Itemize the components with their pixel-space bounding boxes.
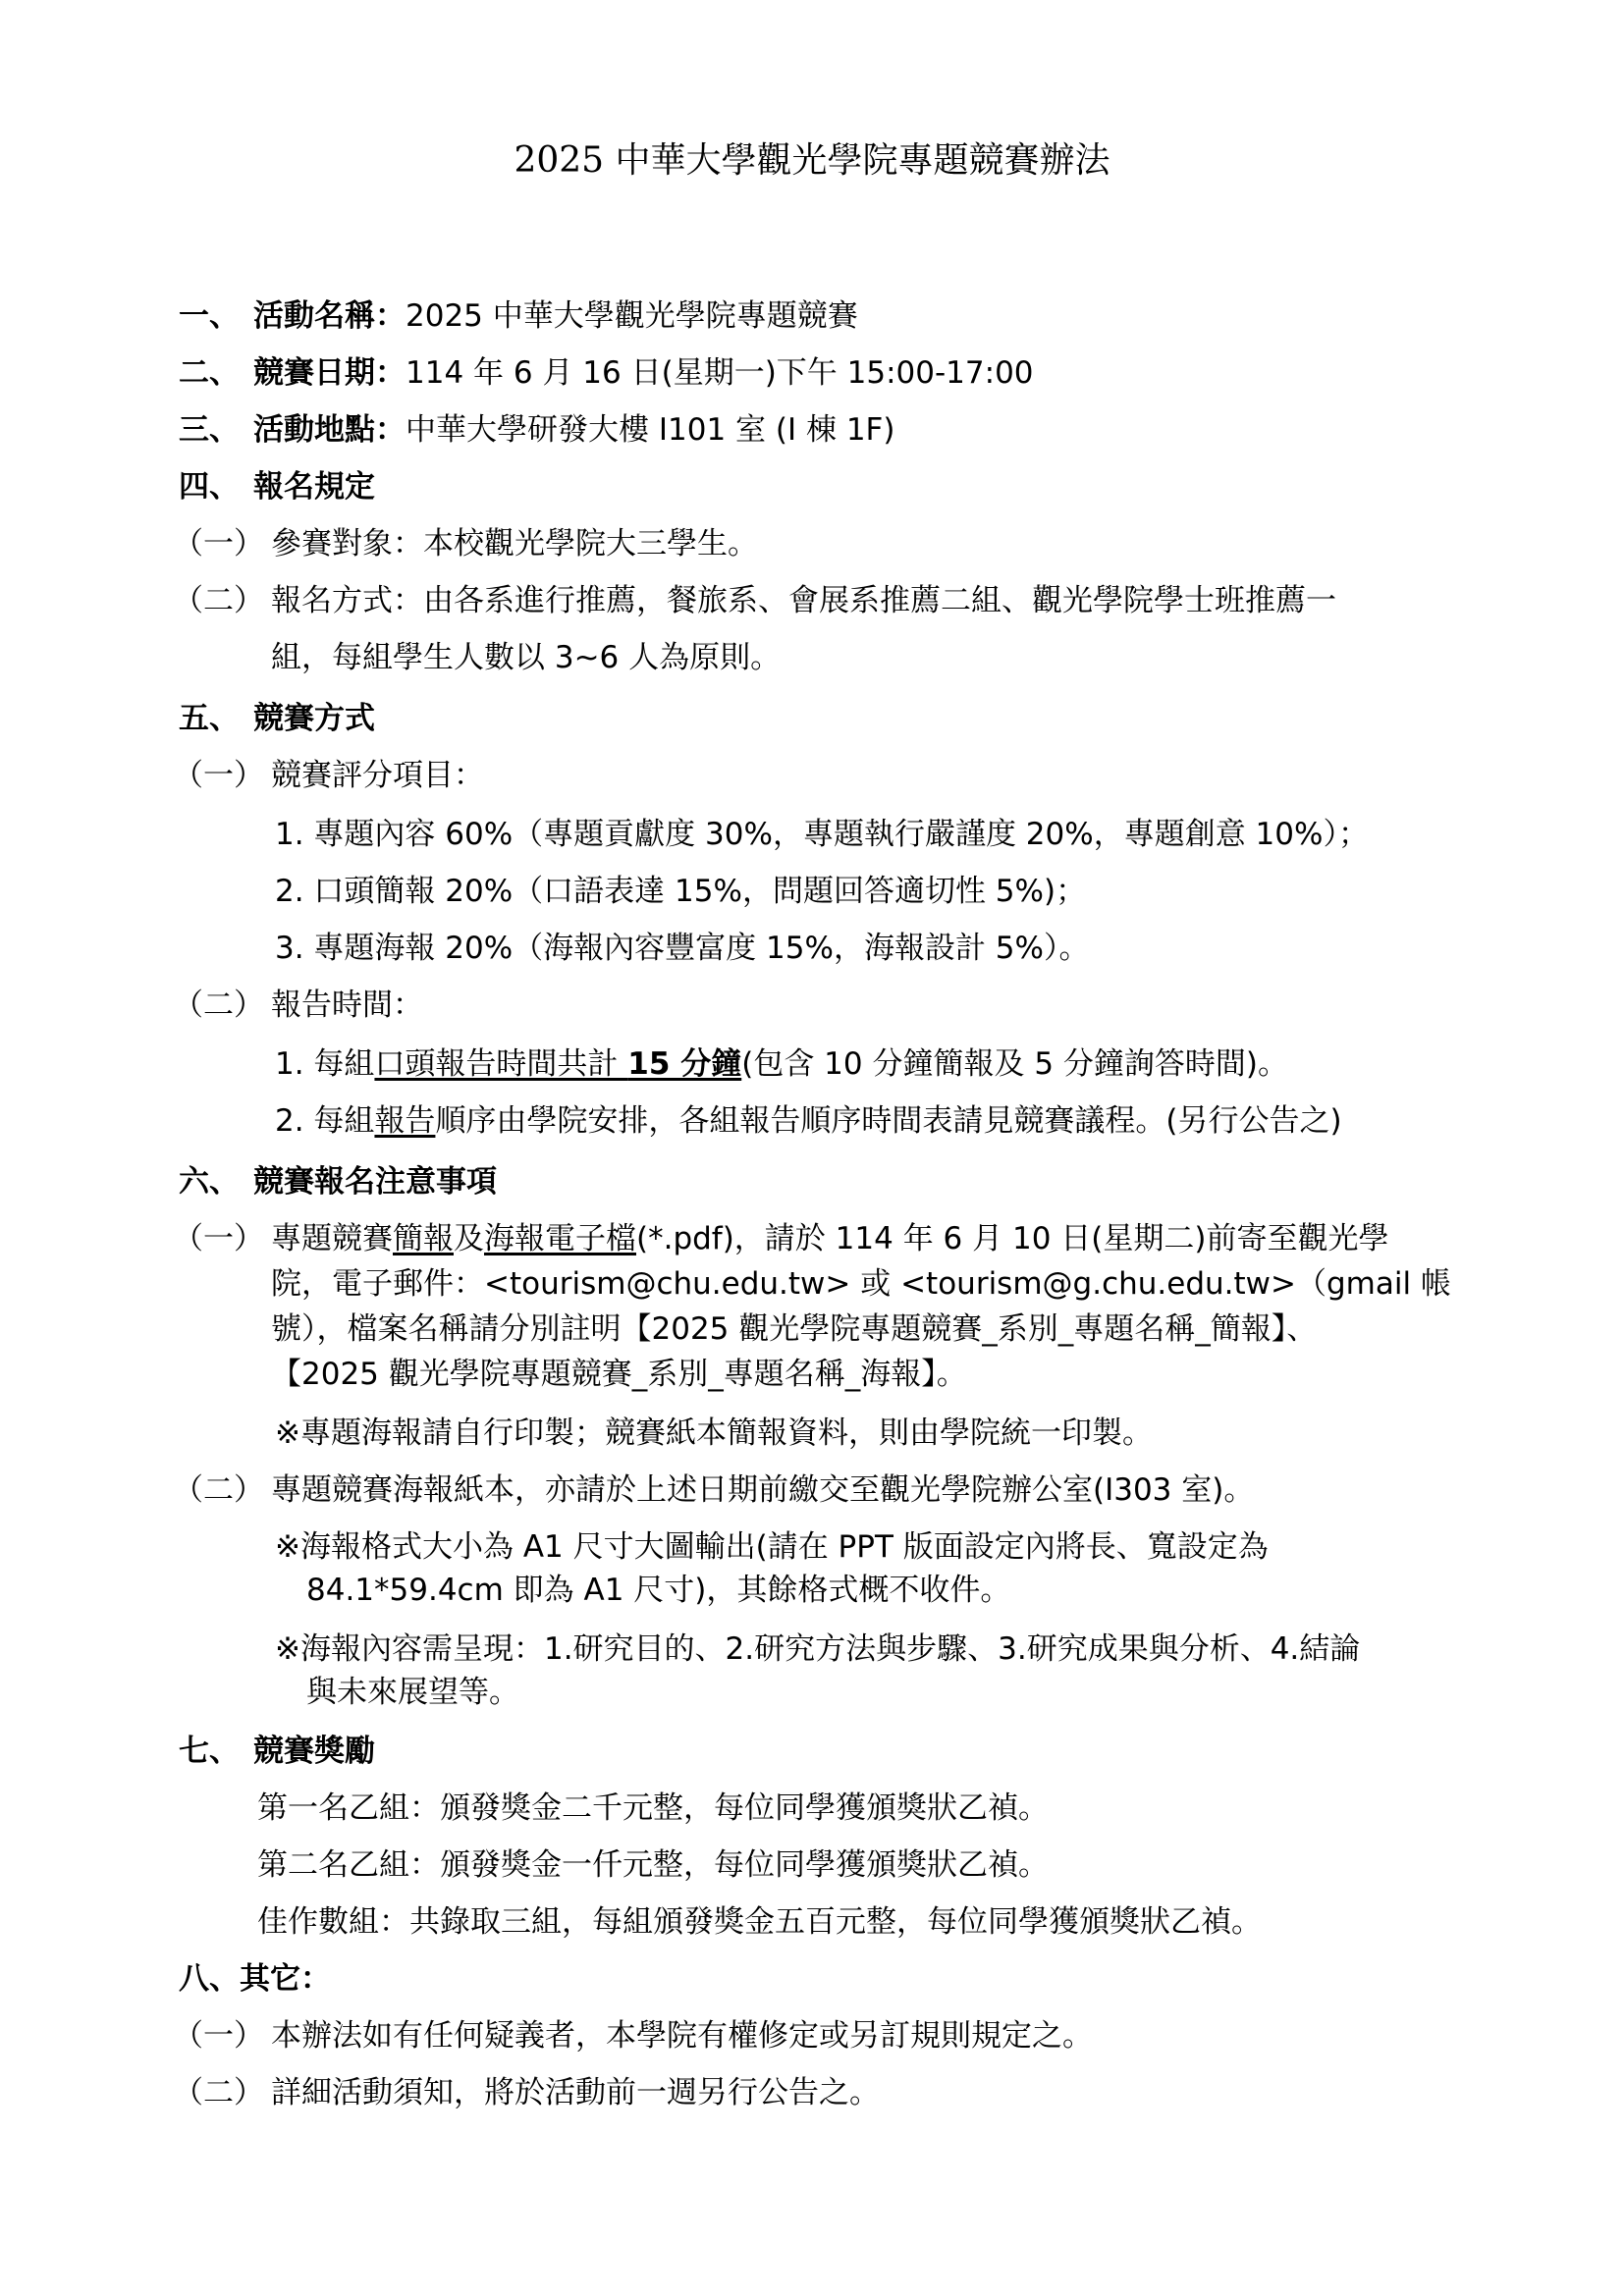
report-time-point-1	[275, 1044, 1288, 1084]
underlined-text: 簡報	[393, 1221, 454, 1256]
notes-item-1-remark: ※專題海報請自行印製；競賽紙本簡報資料，則由學院統一印製。	[275, 1415, 1153, 1451]
section-registration-rules	[179, 467, 375, 507]
notes-item-2	[173, 1470, 1254, 1510]
registration-item-1	[173, 524, 758, 563]
item-number: （二）	[173, 1472, 264, 1508]
scoring-point-1: 1. 專題內容 60%（專題貢獻度 30%，專題執行嚴謹度 20%，專題創意 10%）；	[275, 817, 1369, 852]
section-number: 六、	[179, 1164, 240, 1200]
item-text: 參賽對象：本校觀光學院大三學生。	[271, 526, 758, 561]
item-text: 報名方式：由各系進行推薦，餐旅系、會展系推薦二組、觀光學院學士班推薦一	[271, 583, 1336, 618]
registration-item-2-continued	[271, 638, 781, 677]
item-number: （一）	[173, 758, 264, 793]
section-label: 活動名稱：	[253, 298, 406, 334]
section-number: 七、	[179, 1734, 240, 1769]
section-number: 五、	[179, 701, 240, 736]
other-item-1	[173, 2016, 1093, 2056]
notes-item-1-line-3: 號），檔案名稱請分別註明【2025 觀光學院專題競賽_系別_專題名稱_簡報】、	[271, 1311, 1318, 1347]
item-text: 組，每組學生人數以 3~6 人為原則。	[271, 640, 782, 675]
item-number: （一）	[173, 2018, 264, 2054]
notes-item-1	[173, 1219, 1388, 1258]
underlined-text: 報告	[374, 1103, 436, 1139]
text-run: 2. 每組	[275, 1103, 375, 1139]
section-number: 三、	[179, 412, 240, 448]
section-value: 中華大學研發大樓 I101 室 (I 棟 1F)	[406, 412, 895, 448]
award-honorable-mention: 佳作數組：共錄取三組，每組頒發獎金五百元整，每位同學獲頒獎狀乙禎。	[257, 1904, 1262, 1940]
registration-item-2	[173, 581, 1336, 620]
section-number: 四、	[179, 469, 240, 505]
text-run: 專題競賽	[271, 1221, 393, 1256]
section-activity-name	[179, 296, 858, 336]
section-other: 八、其它：	[179, 1961, 331, 1997]
section-label: 活動地點：	[253, 412, 406, 448]
poster-content-remark-continued: 與未來展望等。	[306, 1675, 519, 1710]
notes-item-1-line-4: 【2025 觀光學院專題競賽_系別_專題名稱_海報】。	[271, 1357, 967, 1392]
document-title: 2025 中華大學觀光學院專題競賽辦法	[514, 140, 1110, 181]
item-text: 報告時間：	[271, 988, 423, 1023]
item-number: （一）	[173, 526, 264, 561]
scoring-point-2: 2. 口頭簡報 20%（口語表達 15%，問題回答適切性 5%)；	[275, 874, 1087, 909]
report-time-point-2	[275, 1101, 1342, 1141]
underlined-text: 口頭報告時間共計	[374, 1046, 628, 1082]
section-value: 2025 中華大學觀光學院專題競賽	[406, 298, 858, 334]
item-text: 競賽評分項目：	[271, 758, 484, 793]
award-second-place: 第二名乙組：頒發獎金一仟元整，每位同學獲頒獎狀乙禎。	[257, 1847, 1049, 1883]
poster-format-remark-continued: 84.1*59.4cm 即為 A1 尺寸)，其餘格式概不收件。	[306, 1573, 1011, 1608]
other-item-2	[173, 2073, 880, 2112]
notes-item-1-line-2: 院，電子郵件：<tourism@chu.edu.tw> 或 <tourism@g.chu.edu.tw>（gmail 帳	[271, 1266, 1451, 1302]
section-label: 報名規定	[253, 469, 375, 505]
section-number: 二、	[179, 355, 240, 391]
format-item-1	[173, 756, 484, 795]
poster-content-remark: ※海報內容需呈現：1.研究目的、2.研究方法與步驟、3.研究成果與分析、4.結論	[275, 1631, 1361, 1667]
poster-format-remark: ※海報格式大小為 A1 尺寸大圖輸出(請在 PPT 版面設定內將長、寬設定為	[275, 1529, 1269, 1565]
section-value: 114 年 6 月 16 日(星期一)下午 15:00-17:00	[406, 355, 1034, 391]
item-number: （二）	[173, 2075, 264, 2110]
section-label: 競賽方式	[253, 701, 375, 736]
section-competition-date	[179, 353, 1034, 393]
text-run: (*.pdf)，請於 114 年 6 月 10 日(星期二)前寄至觀光學	[636, 1221, 1389, 1256]
item-text: 專題競賽海報紙本，亦請於上述日期前繳交至觀光學院辦公室(I303 室)。	[271, 1472, 1255, 1508]
section-number: 一、	[179, 298, 240, 334]
section-competition-format	[179, 699, 375, 738]
item-number: （二）	[173, 583, 264, 618]
text-run: (包含 10 分鐘簡報及 5 分鐘詢答時間)。	[741, 1046, 1289, 1082]
section-activity-location	[179, 410, 894, 450]
section-label: 競賽獎勵	[253, 1734, 375, 1769]
item-number: （一）	[173, 1221, 264, 1256]
text-run: 及	[454, 1221, 484, 1256]
underlined-text: 海報電子檔	[484, 1221, 636, 1256]
award-first-place: 第一名乙組：頒發獎金二千元整，每位同學獲頒獎狀乙禎。	[257, 1790, 1049, 1826]
format-item-2	[173, 986, 423, 1025]
section-label: 競賽日期：	[253, 355, 406, 391]
item-text: 詳細活動須知，將於活動前一週另行公告之。	[271, 2075, 880, 2110]
text-run: 1. 每組	[275, 1046, 375, 1082]
text-run: 順序由學院安排，各組報告順序時間表請見競賽議程。(另行公告之)	[435, 1103, 1342, 1139]
item-number: （二）	[173, 988, 264, 1023]
scoring-point-3: 3. 專題海報 20%（海報內容豐富度 15%，海報設計 5%）。	[275, 931, 1090, 966]
bold-underlined-text: 15 分鐘	[627, 1046, 742, 1082]
item-text: 本辦法如有任何疑義者，本學院有權修定或另訂規則規定之。	[271, 2018, 1093, 2054]
section-registration-notes	[179, 1162, 497, 1201]
section-label: 競賽報名注意事項	[253, 1164, 497, 1200]
section-awards	[179, 1732, 375, 1771]
